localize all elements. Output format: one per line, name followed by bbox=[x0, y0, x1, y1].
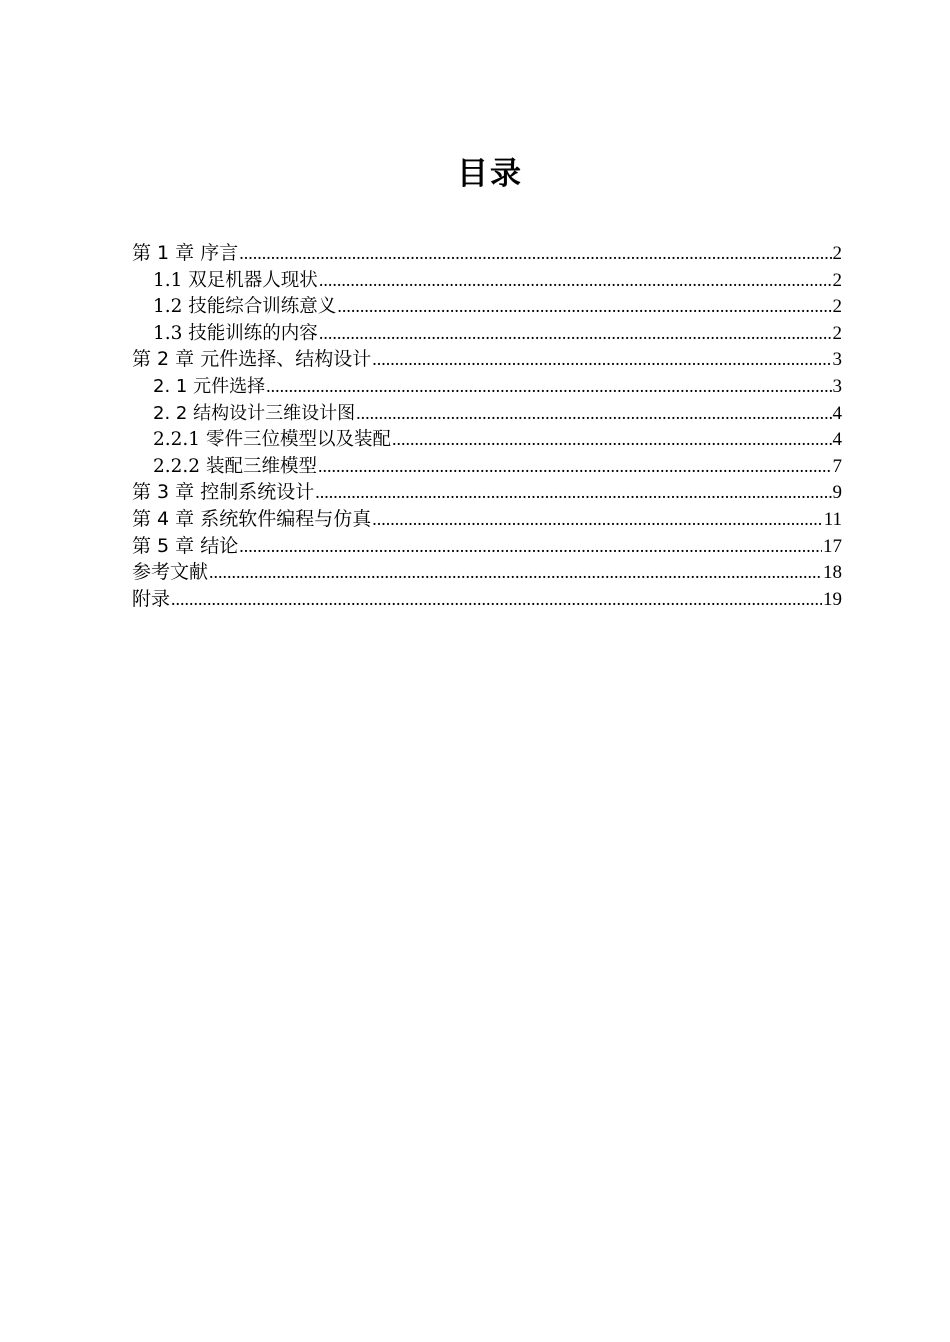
toc-leader-dots bbox=[266, 373, 831, 400]
toc-entry-text: 参考文献 bbox=[132, 561, 209, 584]
toc-entry[interactable] bbox=[132, 453, 842, 480]
toc-leader-dots bbox=[372, 506, 822, 533]
toc-entry[interactable] bbox=[132, 240, 842, 267]
toc-entry[interactable] bbox=[132, 426, 842, 453]
toc-entry-page: 3 bbox=[832, 375, 842, 397]
toc-leader-dots bbox=[337, 293, 831, 320]
toc-entry[interactable] bbox=[132, 506, 842, 533]
toc-entry-page: 2 bbox=[832, 296, 842, 318]
toc-leader-dots bbox=[318, 453, 832, 480]
toc-list bbox=[132, 240, 842, 612]
toc-entry-page: 17 bbox=[823, 535, 842, 557]
toc-entry[interactable] bbox=[132, 400, 842, 427]
toc-entry-page: 11 bbox=[823, 508, 842, 530]
toc-entry-text: 2. 1 元件选择 bbox=[153, 375, 266, 397]
toc-entry-text: 第 4 章 系统软件编程与仿真 bbox=[132, 507, 372, 530]
toc-leader-dots bbox=[372, 346, 831, 373]
toc-entry-page: 2 bbox=[832, 243, 842, 264]
toc-leader-dots bbox=[239, 533, 822, 560]
toc-entry[interactable] bbox=[132, 346, 842, 373]
toc-leader-dots bbox=[171, 586, 822, 613]
toc-entry-text: 1.3 技能训练的内容 bbox=[153, 322, 318, 344]
toc-entry[interactable] bbox=[132, 559, 842, 586]
toc-entry[interactable] bbox=[132, 267, 842, 294]
toc-entry-page: 3 bbox=[832, 349, 842, 371]
toc-leader-dots bbox=[319, 320, 832, 347]
toc-entry[interactable] bbox=[132, 320, 842, 347]
toc-leader-dots bbox=[209, 559, 822, 586]
toc-entry-page: 9 bbox=[832, 482, 842, 504]
toc-entry-text: 第 1 章 序言 bbox=[132, 242, 239, 264]
toc-leader-dots bbox=[392, 426, 832, 453]
toc-entry[interactable] bbox=[132, 533, 842, 560]
toc-entry-text: 1.2 技能综合训练意义 bbox=[153, 296, 337, 318]
toc-leader-dots bbox=[356, 400, 831, 427]
toc-title: 目录 bbox=[457, 156, 523, 192]
toc-entry-text: 2.2.1 零件三位模型以及装配 bbox=[153, 429, 391, 451]
toc-entry-page: 2 bbox=[832, 322, 842, 344]
toc-entry-text: 第 3 章 控制系统设计 bbox=[132, 481, 315, 504]
toc-entry-page: 2 bbox=[832, 269, 842, 291]
toc-entry-text: 第 5 章 结论 bbox=[132, 534, 239, 557]
toc-entry-page: 4 bbox=[832, 402, 842, 424]
toc-leader-dots bbox=[315, 479, 831, 506]
toc-entry-text: 第 2 章 元件选择、结构设计 bbox=[132, 348, 372, 371]
toc-entry-page: 4 bbox=[832, 429, 842, 451]
toc-entry-text: 2. 2 结构设计三维设计图 bbox=[153, 402, 356, 424]
toc-entry[interactable] bbox=[132, 586, 842, 613]
toc-entry-text: 附录 bbox=[132, 587, 171, 610]
toc-leader-dots bbox=[319, 267, 832, 294]
toc-entry-text: 1.1 双足机器人现状 bbox=[153, 269, 318, 291]
toc-entry-page: 19 bbox=[823, 588, 842, 610]
toc-leader-dots bbox=[239, 240, 831, 267]
toc-entry[interactable] bbox=[132, 479, 842, 506]
toc-entry-page: 7 bbox=[832, 455, 842, 477]
toc-entry[interactable] bbox=[132, 293, 842, 320]
toc-entry[interactable] bbox=[132, 373, 842, 400]
toc-entry-page: 18 bbox=[823, 562, 842, 584]
toc-entry-text: 2.2.2 装配三维模型 bbox=[153, 455, 317, 477]
